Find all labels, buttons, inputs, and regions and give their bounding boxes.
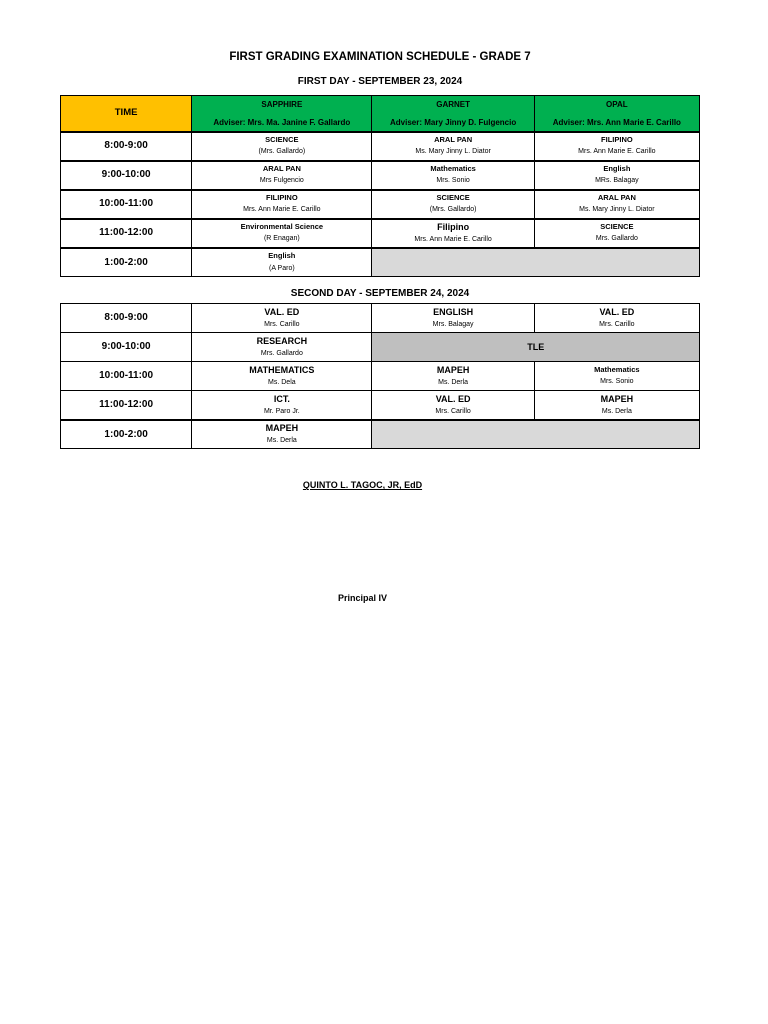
teacher: Mrs. Balagay [432, 321, 474, 329]
time-header: TIME [61, 96, 192, 132]
teacher: Mrs. Gallardo [260, 350, 303, 358]
page-title: FIRST GRADING EXAMINATION SCHEDULE - GRADE 7 [229, 51, 531, 63]
teacher: MRs. Balagay [595, 177, 639, 185]
subject: ENGLISH [433, 306, 474, 317]
exam-cell [534, 190, 699, 219]
exam-cell [372, 219, 534, 248]
section-name: GARNET [436, 99, 470, 109]
exam-cell [372, 391, 534, 420]
section-name: OPAL [606, 99, 628, 109]
time-slot: 9:00-10:00 [61, 161, 192, 190]
time-slot: 10:00-11:00 [61, 190, 192, 219]
time-slot: 1:00-2:00 [61, 420, 192, 449]
day1-schedule-table [60, 95, 700, 277]
teacher: Mrs. Carillo [599, 321, 635, 329]
section-header-garnet [372, 96, 534, 132]
subject: SCIENCE [265, 134, 299, 144]
subject: SCIENCE [600, 221, 634, 231]
teacher: Ms. Derla [266, 437, 297, 445]
empty-merged-cell [372, 248, 700, 277]
time-slot: 10:00-11:00 [61, 362, 192, 391]
table-row [61, 132, 700, 161]
table-row [61, 362, 700, 391]
table-row [61, 190, 700, 219]
exam-cell [192, 420, 372, 449]
teacher: Mrs. Ann Marie E. Carillo [578, 148, 656, 156]
exam-cell [372, 190, 534, 219]
section-adviser: Adviser: Mrs. Ma. Janine F. Gallardo [213, 117, 351, 127]
teacher: Mrs. Gallardo [595, 235, 638, 243]
subject: FILIPINO [601, 134, 633, 144]
exam-cell [372, 161, 534, 190]
teacher: Ms. Derla [438, 379, 469, 387]
signatory-name: QUINTO L. TAGOC, JR, EdD [302, 480, 423, 490]
merged-exam-cell: TLE [372, 333, 700, 362]
teacher: Ms. Mary Jinny L. Diator [415, 148, 491, 156]
subject: ARAL PAN [434, 134, 473, 144]
exam-cell [534, 161, 699, 190]
time-slot: 11:00-12:00 [61, 391, 192, 420]
exam-cell [534, 362, 699, 391]
section-name: SAPPHIRE [261, 99, 303, 109]
teacher: (R Enagan) [263, 235, 300, 243]
exam-cell [192, 362, 372, 391]
table-row [61, 304, 700, 333]
exam-cell [534, 219, 699, 248]
time-slot: 1:00-2:00 [61, 248, 192, 277]
time-slot: 11:00-12:00 [61, 219, 192, 248]
subject: SCIENCE [436, 192, 470, 202]
day2-schedule-table [60, 303, 700, 449]
exam-cell [192, 333, 372, 362]
subject: English [268, 250, 296, 260]
subject: VAL. ED [435, 393, 471, 404]
subject: RESEARCH [256, 335, 308, 346]
exam-cell [192, 132, 372, 161]
teacher: Mrs Fulgencio [259, 177, 304, 185]
teacher: (Mrs. Gallardo) [429, 206, 477, 214]
subject: Environmental Science [240, 221, 324, 231]
table-row [61, 248, 700, 277]
teacher: Mr. Paro Jr. [263, 407, 300, 415]
teacher: Mrs. Ann Marie E. Carillo [243, 206, 321, 214]
table-row [61, 161, 700, 190]
teacher: Mrs. Sonio [436, 177, 470, 185]
exam-cell [192, 304, 372, 333]
exam-cell [192, 161, 372, 190]
subject: VAL. ED [599, 306, 635, 317]
exam-cell [372, 304, 534, 333]
subject: MAPEH [265, 423, 299, 434]
table-row [61, 420, 700, 449]
exam-cell [534, 304, 699, 333]
exam-cell [192, 219, 372, 248]
teacher: Ms. Mary Jinny L. Diator [579, 206, 655, 214]
time-slot: 8:00-9:00 [61, 304, 192, 333]
subject: MATHEMATICS [249, 364, 315, 375]
subject: Filipino [437, 221, 470, 232]
subject: MAPEH [436, 364, 470, 375]
exam-cell [372, 132, 534, 161]
subject: FILIPINO [266, 192, 298, 202]
day1-title: FIRST DAY - SEPTEMBER 23, 2024 [297, 76, 463, 87]
exam-cell [192, 190, 372, 219]
section-adviser: Adviser: Mary Jinny D. Fulgencio [389, 117, 517, 127]
subject: Mathematics [594, 364, 640, 374]
subject: ARAL PAN [597, 192, 636, 202]
exam-cell [534, 391, 699, 420]
subject: ARAL PAN [262, 163, 301, 173]
teacher: Mrs. Sonio [600, 378, 634, 386]
exam-cell [534, 132, 699, 161]
signatory-position: Principal IV [337, 593, 388, 603]
exam-cell [192, 391, 372, 420]
subject: Mathematics [430, 163, 476, 173]
empty-merged-cell [372, 420, 700, 449]
day2-title: SECOND DAY - SEPTEMBER 24, 2024 [290, 288, 470, 299]
teacher: Mrs. Carillo [264, 321, 300, 329]
teacher: Ms. Dela [268, 379, 296, 387]
teacher: (Mrs. Gallardo) [258, 148, 306, 156]
teacher: Mrs. Carillo [435, 407, 471, 415]
section-adviser: Adviser: Mrs. Ann Marie E. Carillo [552, 117, 681, 127]
table-row [61, 391, 700, 420]
section-header-sapphire [192, 96, 372, 132]
teacher: Mrs. Ann Marie E. Carillo [414, 236, 492, 244]
subject: English [603, 163, 631, 173]
section-header-opal [534, 96, 699, 132]
teacher: (A Paro) [269, 264, 295, 272]
time-slot: 9:00-10:00 [61, 333, 192, 362]
subject: MAPEH [600, 393, 634, 404]
exam-cell [372, 362, 534, 391]
table-row [61, 219, 700, 248]
teacher: Ms. Derla [601, 407, 632, 415]
subject: ICT. [273, 393, 290, 404]
subject: VAL. ED [264, 306, 300, 317]
time-slot: 8:00-9:00 [61, 132, 192, 161]
exam-cell [192, 248, 372, 277]
table-row [61, 333, 700, 362]
